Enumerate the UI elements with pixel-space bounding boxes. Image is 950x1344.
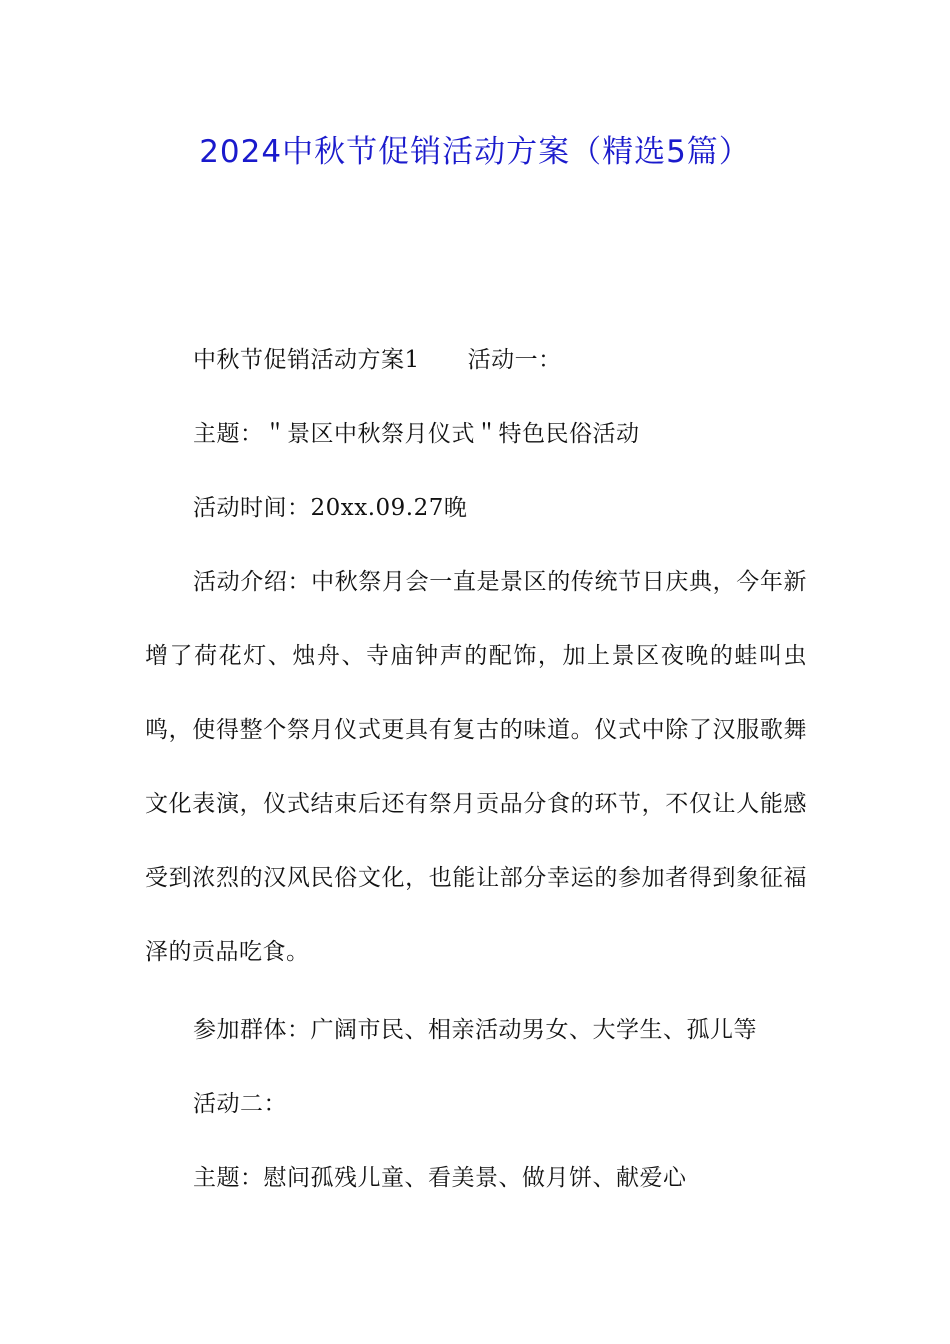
paragraph-plan-heading	[145, 323, 807, 397]
paragraph-theme-one: 主题：＂景区中秋祭月仪式＂特色民俗活动	[193, 421, 640, 447]
paragraph-participants: 参加群体：广阔市民、相亲活动男女、大学生、孤儿等	[193, 1017, 757, 1043]
paragraph-activity-intro: 活动介绍：中秋祭月会一直是景区的传统节日庆典，今年新增了荷花灯、烛舟、寺庙钟声的配饰，加上景区夜晚的蛙叫虫鸣，使得整个祭月仪式更具有复古的味道。仪式中除了汉服歌舞文化表演，仪式结束后还有祭月贡品分食的环节，不仅让人能感受到浓烈的汉风民俗文化，也能让部分幸运的参加者得到象征福泽的贡品吃食。	[145, 569, 807, 965]
plan-heading: 中秋节促销活动方案1	[193, 347, 420, 373]
paragraph-activity-two: 活动二：	[193, 1091, 287, 1117]
paragraph-theme-two: 主题：慰问孤残儿童、看美景、做月饼、献爱心	[193, 1165, 687, 1191]
paragraph-activity-time: 活动时间：20xx.09.27晚	[193, 495, 468, 521]
document-title: 2024中秋节促销活动方案（精选5篇）	[199, 134, 751, 170]
activity-one-heading: 活动一：	[467, 347, 562, 373]
